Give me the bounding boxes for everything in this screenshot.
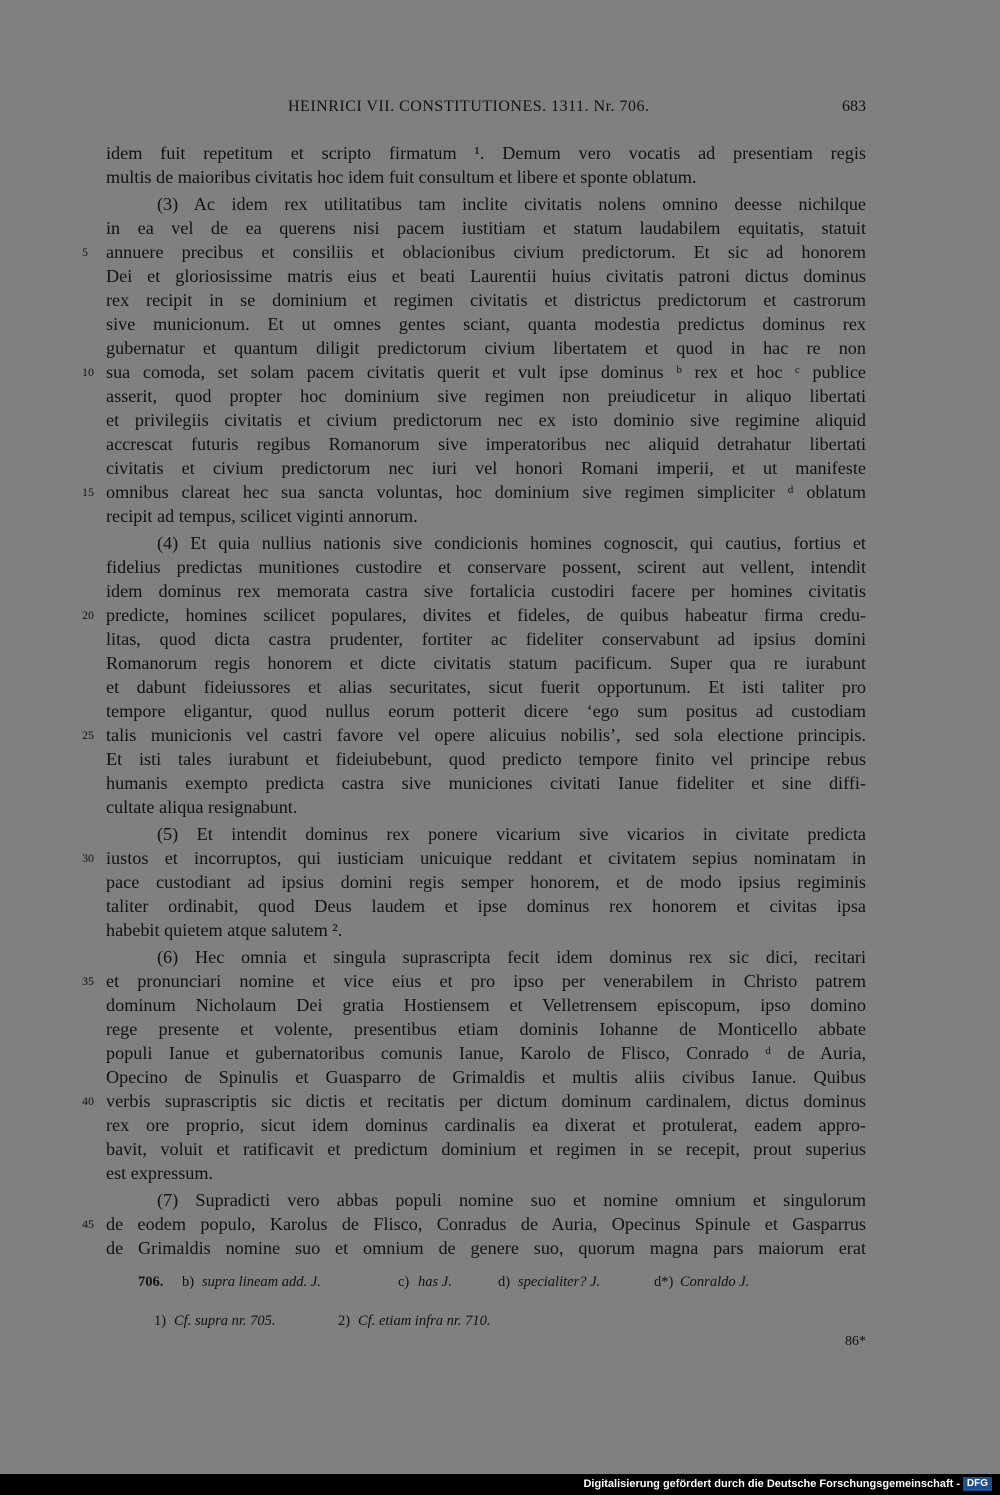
line-text: est expressum.	[106, 1163, 214, 1183]
line-number: 10	[82, 365, 94, 379]
line-text: humanis exempto predicta castra sive municiones civitati Ianue fideliter et sine diffi-	[106, 773, 866, 793]
text-line	[106, 579, 866, 603]
line-text: tempore eligantur, quod nullus eorum potterit dicere ‘ego sum positus ad custodiam	[106, 701, 866, 721]
line-text: (7) Supradicti vero abbas populi nomine suo et nomine omnium et singulorum	[157, 1190, 866, 1210]
line-text: recipit ad tempus, scilicet viginti annorum.	[106, 506, 418, 526]
line-text: verbis suprascriptis sic dictis et recitatis per dictum dominum cardinalem, dictus dominus	[106, 1091, 866, 1111]
footnote-2-mark: 2)	[338, 1313, 351, 1329]
line-text: annuere precibus et consiliis et oblacionibus civium predictorum. Et sic ad honorem	[106, 242, 866, 262]
line-text: bavit, voluit et ratificavit et predictum dominium et regimen in se recepit, prout superius	[106, 1139, 866, 1159]
line-text: civitatis et civium predictorum nec iuri vel honori Romani imperii, et ut manifeste	[106, 458, 866, 478]
text-line	[106, 1188, 866, 1212]
line-text: pace custodiant ad ipsius domini regis semper honorem, et de modo ipsius regiminis	[106, 872, 866, 892]
note-d2-text: Conraldo J.	[680, 1274, 750, 1290]
line-text: de Grimaldis nomine suo et omnium de genere suo, quorum magna pars maiorum erat	[106, 1238, 866, 1258]
footnote-1-text: Cf. supra nr. 705.	[174, 1313, 276, 1329]
line-text: gubernatur et quantum diligit predictorum civium libertatem et quod in hac re non	[106, 338, 866, 358]
note-c-mark: c)	[398, 1274, 410, 1290]
text-line	[106, 192, 866, 216]
critical-apparatus	[106, 1274, 866, 1296]
text-line	[82, 723, 866, 747]
line-text: Et isti tales iurabunt et fideiubebunt, quod predicto tempore finito vel principe rebus	[106, 749, 866, 769]
text-line	[82, 846, 866, 870]
text-line	[106, 1113, 866, 1137]
line-number: 5	[82, 245, 88, 259]
line-text: iustos et incorruptos, qui iusticiam unicuique reddant et civitatem sepius nominatam in	[106, 848, 866, 868]
text-line	[106, 822, 866, 846]
line-text: (6) Hec omnia et singula suprascripta fecit idem dominus rex sic dici, recitari	[157, 947, 866, 967]
line-text: rex recipit in se dominium et regimen civitatis et districtus predictorum et castrorum	[106, 290, 866, 310]
line-text: sua comoda, set solam pacem civitatis querit et vult ipse dominus ᵇ rex et hoc ᶜ publice	[106, 362, 866, 382]
page-number: 683	[842, 98, 866, 115]
line-text: taliter ordinabit, quod Deus laudem et ipse dominus rex honorem et civitas ipsa	[106, 896, 866, 916]
line-text: multis de maioribus civitatis hoc idem fuit consultum et libere et sponte oblatum.	[106, 167, 697, 187]
text-line	[106, 555, 866, 579]
text-line	[82, 603, 866, 627]
text-line	[82, 1212, 866, 1236]
text-line	[106, 627, 866, 651]
line-text: cultate aliqua resignabunt.	[106, 797, 298, 817]
text-line	[106, 456, 866, 480]
line-text: et privilegiis civitatis et civium predictorum nec ex isto dominio sive regimine aliquid	[106, 410, 866, 430]
line-text: litas, quod dicta castra prudenter, fortiter ac fideliter conservabunt ad ipsius domini	[106, 629, 866, 649]
text-line	[106, 918, 866, 942]
text-line	[106, 384, 866, 408]
line-number: 20	[82, 608, 94, 622]
text-line	[106, 945, 866, 969]
line-number: 15	[82, 485, 94, 499]
text-line	[106, 216, 866, 240]
note-b-mark: b)	[182, 1274, 195, 1290]
line-text: populi Ianue et gubernatoribus comunis Ianue, Karolo de Flisco, Conrado ᵈ de Auria,	[106, 1043, 866, 1063]
line-text: idem dominus rex memorata castra sive fortalicia custodiri facere per homines civitatis	[106, 581, 866, 601]
line-text: idem fuit repetitum et scripto firmatum ¹. Demum vero vocatis ad presentiam regis	[106, 143, 866, 163]
text-line	[106, 432, 866, 456]
line-text: talis municionis vel castri favore vel opere alicuius nobilis’, sed sola electione principis.	[106, 725, 866, 745]
text-line	[106, 675, 866, 699]
text-line	[106, 870, 866, 894]
text-line	[82, 480, 866, 504]
line-text: sive municionum. Et ut omnes gentes sciant, quanta modestia predictus dominus rex	[106, 314, 866, 334]
text-line	[106, 336, 866, 360]
footnotes	[106, 1274, 866, 1335]
text-line	[106, 993, 866, 1017]
line-text: Romanorum regis honorem et dicte civitatis statum pacificum. Super qua re iurabunt	[106, 653, 866, 673]
line-text: dominum Nicholaum Dei gratia Hostiensem et Velletrensem episcopum, ipso domino	[106, 995, 866, 1015]
note-c-text: has J.	[418, 1274, 452, 1290]
line-text: rex ore proprio, sicut idem dominus cardinalis ea dixerat et protulerat, eadem appro-	[106, 1115, 866, 1135]
line-text: (5) Et intendit dominus rex ponere vicarium sive vicarios in civitate predicta	[157, 824, 866, 844]
note-d-text: specialiter? J.	[518, 1274, 601, 1290]
footer-bar	[0, 1474, 1000, 1495]
line-text: omnibus clareat hec sua sancta voluntas, hoc dominium sive regimen simpliciter ᵈ oblatum	[106, 482, 866, 502]
text-line	[106, 651, 866, 675]
line-number: 35	[82, 974, 94, 988]
note-b-text: supra lineam add. J.	[202, 1274, 321, 1290]
text-line	[106, 795, 866, 819]
text-line	[106, 1041, 866, 1065]
text-line	[82, 240, 866, 264]
text-line	[106, 1017, 866, 1041]
text-line	[106, 165, 866, 189]
text-line	[106, 894, 866, 918]
line-text: Dei et gloriosissime matris eius et beati Laurentii huius civitatis patroni dictus dominus	[106, 266, 866, 286]
line-text: predicte, homines scilicet populares, divites et fideles, de quibus habeatur firma credu-	[106, 605, 866, 625]
text-line	[82, 969, 866, 993]
line-text: (4) Et quia nullius nationis sive condicionis homines cognoscit, qui cautius, fortius et	[157, 533, 866, 553]
text-line	[106, 408, 866, 432]
main-text	[82, 141, 866, 1260]
footnote-2-text: Cf. etiam infra nr. 710.	[358, 1313, 491, 1329]
text-line	[82, 360, 866, 384]
line-number: 30	[82, 851, 94, 865]
note-d2-mark: d*)	[654, 1274, 674, 1290]
signature-mark: 86*	[845, 1334, 866, 1349]
line-text: et pronunciari nomine et vice eius et pro ipso per venerabilem in Christo patrem	[106, 971, 866, 991]
text-line	[106, 264, 866, 288]
line-text: fidelius predictas munitiones custodire et conservare possent, scirent aut vellent, intendit	[106, 557, 866, 577]
line-number: 25	[82, 728, 94, 742]
text-line	[106, 288, 866, 312]
line-text: et dabunt fideiussores et alias securitates, sicut fuerit opportunum. Et isti taliter pro	[106, 677, 866, 697]
running-title: HEINRICI VII. CONSTITUTIONES. 1311. Nr. 706.	[288, 98, 650, 115]
line-number: 40	[82, 1094, 94, 1108]
line-number: 45	[82, 1217, 94, 1231]
text-line	[106, 504, 866, 528]
dfg-logo: DFG	[963, 1477, 992, 1491]
line-text: asserit, quod propter hoc dominium sive regimen non preiudicetur in aliquo libertati	[106, 386, 866, 406]
text-line	[106, 1137, 866, 1161]
text-line	[82, 1089, 866, 1113]
text-line	[106, 1236, 866, 1260]
line-text: de eodem populo, Karolus de Flisco, Conradus de Auria, Opecinus Spinule et Gasparrus	[106, 1214, 866, 1234]
text-line	[106, 1065, 866, 1089]
note-d-mark: d)	[498, 1274, 511, 1290]
line-text: rege presente et volente, presentibus etiam dominis Iohanne de Monticello abbate	[106, 1019, 866, 1039]
text-line	[106, 771, 866, 795]
page-header	[106, 98, 866, 122]
funding-notice: Digitalisierung gefördert durch die Deutsche Forschungsgemeinschaft -	[583, 1478, 960, 1490]
line-text: accrescat futuris regibus Romanorum sive imperatoribus nec aliquid detrahatur libertati	[106, 434, 866, 454]
line-text: in ea vel de ea querens nisi pacem iustitiam et statum laudabilem equitatis, statuit	[106, 218, 866, 238]
document-number: 706.	[138, 1274, 164, 1290]
footnote-1-mark: 1)	[154, 1313, 167, 1329]
historical-notes	[106, 1313, 866, 1335]
text-line	[106, 747, 866, 771]
text-line	[106, 531, 866, 555]
text-line	[106, 141, 866, 165]
line-text: habebit quietem atque salutem ².	[106, 920, 343, 940]
line-text: Opecino de Spinulis et Guasparro de Grimaldis et multis aliis civibus Ianue. Quibus	[106, 1067, 866, 1087]
text-line	[106, 699, 866, 723]
line-text: (3) Ac idem rex utilitatibus tam inclite civitatis nolens omnino deesse nichilque	[157, 194, 866, 214]
text-line	[106, 312, 866, 336]
text-line	[106, 1161, 866, 1185]
